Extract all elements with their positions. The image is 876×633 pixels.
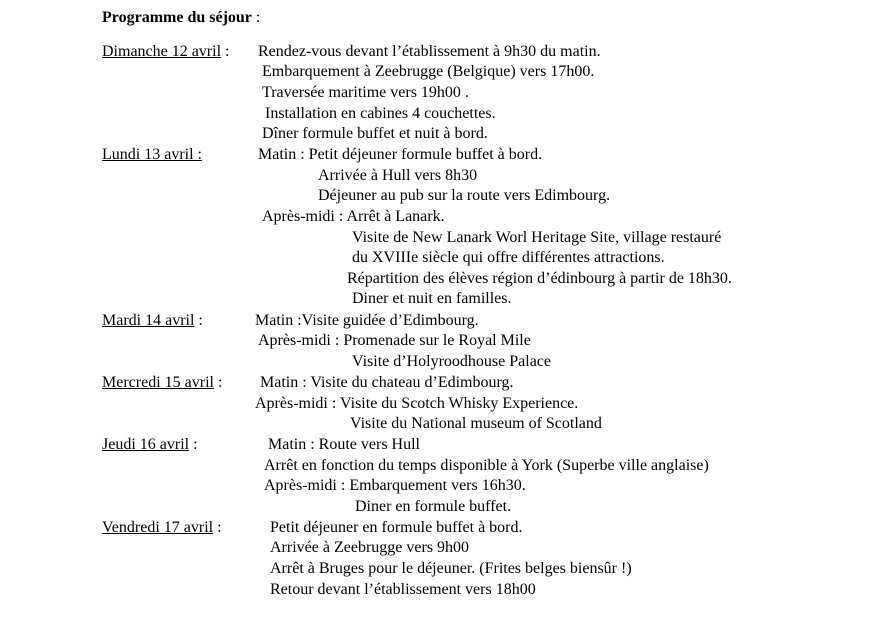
day-label-text: Mardi 14 avril: [102, 312, 195, 329]
day-label-vendredi: [102, 518, 222, 538]
schedule-line: Arrêt en fonction du temps disponible à York (Superbe ville anglaise): [264, 457, 709, 474]
page-title: [102, 8, 260, 28]
day-label-jeudi: [102, 435, 198, 455]
schedule-line: Après-midi : Promenade sur le Royal Mile: [258, 332, 531, 349]
page-title-label: Programme du séjour: [102, 9, 252, 26]
schedule-line: Après-midi : Visite du Scotch Whisky Experience.: [255, 395, 579, 412]
schedule-line: Rendez-vous devant l’établissement à 9h30 du matin.: [258, 43, 601, 60]
schedule-line: du XVIIIe siècle qui offre différentes attractions.: [352, 249, 665, 266]
schedule-line: Après-midi : Embarquement vers 16h30.: [264, 477, 526, 494]
schedule-line: Visite d’Holyroodhouse Palace: [352, 353, 551, 370]
schedule-line: Traversée maritime vers 19h00 .: [262, 84, 469, 101]
day-label-text: Mercredi 15 avril: [102, 374, 214, 391]
day-label-text: Vendredi 17 avril: [102, 519, 214, 536]
day-label-suffix: :: [213, 519, 222, 536]
schedule-line: Dîner formule buffet et nuit à bord.: [262, 125, 488, 142]
day-label-suffix: :: [221, 43, 230, 60]
day-label-text: Dimanche 12 avril: [102, 43, 222, 60]
day-label-suffix: :: [213, 374, 223, 391]
schedule-line: Visite du National museum of Scotland: [350, 415, 602, 432]
day-label-text: Lundi 13 avril :: [102, 146, 202, 163]
schedule-line: Embarquement à Zeebrugge (Belgique) vers 17h00.: [262, 63, 595, 80]
day-label-mercredi: [102, 373, 222, 393]
schedule-line: Petit déjeuner en formule buffet à bord.: [270, 519, 523, 536]
schedule-line: Déjeuner au pub sur la route vers Edimbourg.: [318, 187, 611, 204]
day-label-suffix: :: [189, 436, 198, 453]
page-title-suffix: :: [251, 9, 261, 26]
day-label-mardi: [102, 311, 203, 331]
day-label-text: Jeudi 16 avril: [102, 436, 190, 453]
schedule-line: Après-midi : Arrêt à Lanark.: [262, 208, 445, 225]
schedule-line: Matin : Visite du chateau d’Edimbourg.: [260, 374, 514, 391]
schedule-line: Matin : Route vers Hull: [268, 436, 420, 453]
schedule-line: Diner en formule buffet.: [355, 498, 512, 515]
day-label-suffix: :: [194, 312, 203, 329]
schedule-line: Diner et nuit en familles.: [352, 290, 512, 307]
schedule-line: Arrêt à Bruges pour le déjeuner. (Frites belges biensûr !): [270, 560, 632, 577]
day-label-dimanche: [102, 42, 230, 62]
schedule-line: Installation en cabines 4 couchettes.: [265, 105, 496, 122]
schedule-line: Arrivée à Zeebrugge vers 9h00: [270, 539, 470, 556]
schedule-line: Retour devant l’établissement vers 18h00: [270, 581, 536, 598]
schedule-line: Répartition des élèves région d’édinbourg à partir de 18h30.: [347, 270, 732, 287]
schedule-line: Visite de New Lanark Worl Heritage Site, village restauré: [352, 229, 722, 246]
schedule-line: Matin : Petit déjeuner formule buffet à bord.: [258, 146, 543, 163]
schedule-line: Arrivée à Hull vers 8h30: [318, 167, 478, 184]
schedule-line: Matin :Visite guidée d’Edimbourg.: [255, 312, 479, 329]
day-label-lundi: [102, 145, 202, 165]
